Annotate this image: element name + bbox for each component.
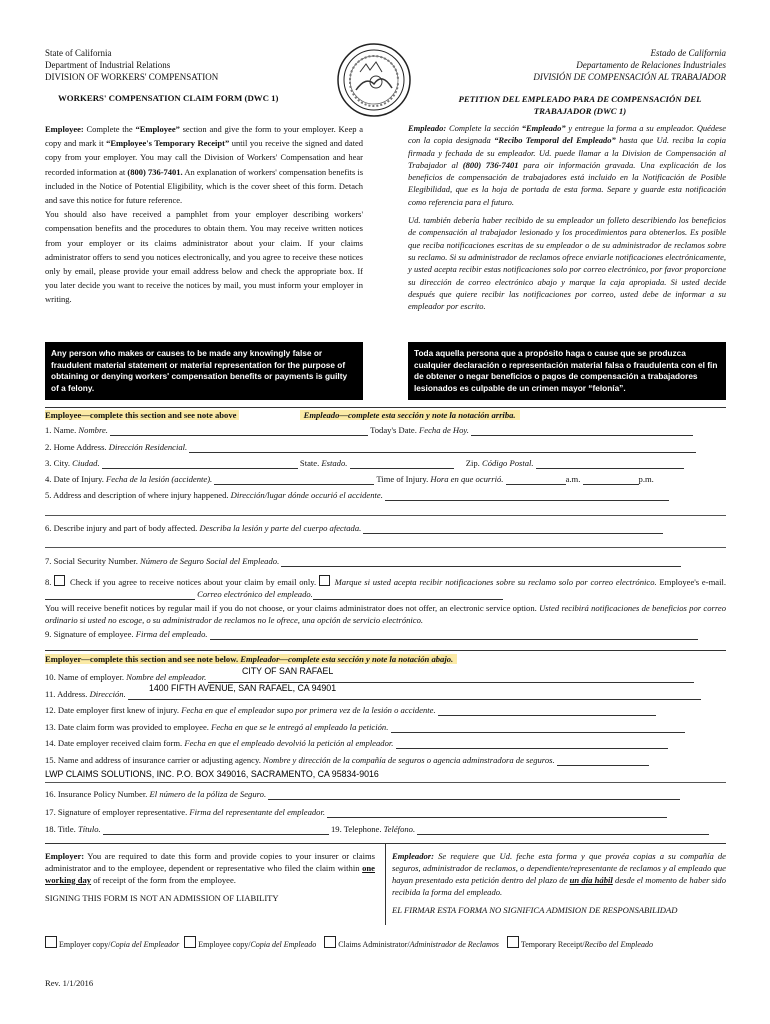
field-employer-address <box>45 689 725 700</box>
field-label: 16. Insurance Policy Number. <box>45 789 150 799</box>
field-label: 17. Signature of employer representative. <box>45 807 190 817</box>
field-label: Employee's e-mail. <box>656 577 727 587</box>
zip-input[interactable] <box>536 459 684 469</box>
header-left <box>45 47 218 83</box>
field-label-es: Fecha en que el empleador supo por primera vez de la lesión o accidente. <box>181 705 436 715</box>
intro-en-text: An explanation of workers' compensation benefits is included in the Notice of Potential Eligibility, which is the cover sheet of this form. Detach and save this notice for future reference. <box>45 166 364 206</box>
field-label: 15. Name and address of insurance carrier or adjusting agency. <box>45 755 264 765</box>
field-label: 13. Date claim form was provided to employee. <box>45 722 212 732</box>
field-label-es: Fecha de Hoy. <box>419 425 469 435</box>
section-divider <box>45 650 726 651</box>
section-divider <box>45 407 726 408</box>
employer-copy-checkbox[interactable] <box>45 936 57 948</box>
intro-es-text: para oir información gravada. Una explicación de los beneficios de compensación de trabajadores está incluido en la Notificación de Posible Elegibilidad, que es la hoja de portada de esta forma. Separe y guarde esta notificación como referencia para el futuro. <box>408 159 726 207</box>
field-label-es: Estado. <box>321 458 348 468</box>
field-title-phone <box>45 824 725 835</box>
telephone-input[interactable] <box>417 825 709 835</box>
pm-label: p.m. <box>638 474 654 484</box>
title-input[interactable] <box>103 825 329 835</box>
employer-heading-es: Empleador—complete esta sección y note la notación abajo. <box>240 654 454 664</box>
field-label: Time of Injury. <box>376 474 431 484</box>
department-label: Department of Industrial Relations <box>45 60 171 70</box>
injury-location-line2[interactable] <box>45 515 726 516</box>
intro-en-text: Complete the <box>83 124 136 134</box>
intro-en <box>45 122 363 307</box>
field-label-es: Nombre del empleador. <box>126 672 207 682</box>
am-label: a.m. <box>565 474 581 484</box>
field-date-received <box>45 738 725 749</box>
intro-es-text: Complete la sección <box>446 123 522 133</box>
field-label: Check if you agree to receive notices about your claim by email only. <box>67 577 319 587</box>
copy-label-es: Copia del Empleador <box>110 940 180 949</box>
ssn-input[interactable] <box>281 557 681 567</box>
injury-description-line2[interactable] <box>45 547 726 548</box>
field-label-es: Hora en que ocurrió. <box>430 474 504 484</box>
field-label: 3. City. <box>45 458 73 468</box>
field-label: 8. <box>45 577 55 587</box>
field-label-es: El número de la póliza de Seguro. <box>149 789 267 799</box>
division-label-es: DIVISIÓN DE COMPENSACIÓN AL TRABAJADOR <box>533 72 726 82</box>
division-label: DIVISION OF WORKERS' COMPENSATION <box>45 72 219 82</box>
liability-note-es: EL FIRMAR ESTA FORMA NO SIGNIFICA ADMISION DE RESPONSABILIDAD <box>392 905 678 915</box>
policy-number-input[interactable] <box>268 790 680 800</box>
name-input[interactable] <box>110 426 368 436</box>
field-label: 9. Signature of employee. <box>45 629 136 639</box>
field-insurance-carrier <box>45 755 725 766</box>
field-policy-number <box>45 789 725 800</box>
field-label-es: Fecha en que el empleado devolvió la petición al empleador. <box>184 738 394 748</box>
form-title-en: WORKERS' COMPENSATION CLAIM FORM (DWC 1) <box>58 93 279 103</box>
intro-en-receipt: “Employee's Temporary Receipt” <box>106 138 230 149</box>
date-received-input[interactable] <box>396 739 668 749</box>
revision-label: Rev. 1/1/2016 <box>45 978 94 988</box>
intro-es <box>408 122 726 312</box>
field-injury-datetime <box>45 474 725 485</box>
email-notice-text <box>45 603 726 626</box>
intro-es-receipt: “Recibo Temporal del Empleado” <box>494 135 616 146</box>
notice-en: You will receive benefit notices by regular mail if you do not choose, or your claims administrator does not offer, an electronic service option. <box>45 603 540 613</box>
field-label: 11. Address. <box>45 689 90 699</box>
note-emphasis-es: un día hábil <box>569 875 613 885</box>
intro-en-employee: “Employee” <box>135 124 180 134</box>
field-label: 19. Telephone. <box>330 824 384 834</box>
state-label-es: Estado de California <box>650 48 726 58</box>
note-text-es: Se requiere que Ud. feche esta forma y que provéa copias a su compañía de seguros, administrador de reclamos, o dependiente/representante de reclamos y al empleado que hayan presentado esta petición dentro del plazo de <box>392 851 726 885</box>
field-label: 2. Home Address. <box>45 442 109 452</box>
email-only-checkbox[interactable] <box>54 575 65 586</box>
field-label-es: Dirección Residencial. <box>108 442 188 452</box>
home-address-input[interactable] <box>189 443 696 453</box>
employee-email-input-es[interactable] <box>313 590 503 600</box>
intro-es-employee: “Empleado” <box>521 123 566 133</box>
footer-divider <box>385 843 386 925</box>
field-label-es: Código Postal. <box>481 458 534 468</box>
warning-es: Toda aquella persona que a propósito haga o cause que se produzca cualquier declaración o representación material falsa o fraudulenta con el fin de obtener o negar beneficios o pagos de compensación a trabajadores lesionados es culpable de un crimen mayor “felonía”. <box>408 342 726 400</box>
employer-heading-en: Employer—complete this section and see note below. <box>45 654 241 664</box>
field-label-es: Teléfono. <box>383 824 416 834</box>
field-home-address <box>45 442 725 453</box>
insurance-carrier-line2[interactable] <box>45 782 726 783</box>
state-seal-icon <box>336 42 412 118</box>
field-employer-name <box>45 672 725 683</box>
date-knew-input[interactable] <box>438 706 656 716</box>
copy-label-es: Administrador de Reclamos <box>409 940 499 949</box>
employee-copy-checkbox[interactable] <box>184 936 196 948</box>
note-text: You are required to date this form and provide copies to your insurer or claims administrator and to the employee, dependent or representative who filed the claim within <box>45 851 375 873</box>
header-right <box>533 47 726 83</box>
field-label: Today's Date. <box>370 425 420 435</box>
field-label: Zip. <box>465 458 482 468</box>
employer-address-value: 1400 FIFTH AVENUE, SAN RAFAEL, CA 94901 <box>149 683 337 693</box>
state-label: State of California <box>45 48 112 58</box>
employer-signature-input[interactable] <box>327 808 667 818</box>
copy-label: Claims Administrator/ <box>338 940 410 949</box>
field-city-state-zip <box>45 458 725 469</box>
note-label-es: Empleador: <box>392 851 435 861</box>
form-title-es: PETITION DEL EMPLEADO PARA DE COMPENSACIÓN DEL TRABAJADOR (DWC 1) <box>458 94 702 116</box>
liability-note-en: SIGNING THIS FORM IS NOT AN ADMISSION OF LIABILITY <box>45 893 279 903</box>
intro-en-p2: You should also have received a pamphlet from your employer describing workers' compensation benefits and the procedures to obtain them. You may receive written notices from your employer or its claims administrator about your claim. If your claims administrator offers to send you notices electronically, and you agree to receive these notices only by email, please provide your email address below and check the appropriate box. If you later decide you want to receive the notices by mail, you must inform your employer in writing. <box>45 209 363 305</box>
field-label-es: Firma del representante del empleador. <box>189 807 326 817</box>
field-date-knew <box>45 705 725 716</box>
note-text: of receipt of the form from the employee. <box>91 875 236 885</box>
warning-en: Any person who makes or causes to be made any knowingly false or fraudulent material statement or material representation for the purpose of obtaining or denying workers' compensation benefits or payments is guilty of a felony. <box>45 342 363 400</box>
notice-es: Usted recibirá notificaciones de beneficios por correo ordinario si usted no escoge, o su administrador de reclamos no le ofrece, una opción de servicio electrónico. <box>45 603 726 625</box>
copy-label: Temporary Receipt/ <box>520 940 585 949</box>
field-label: 10. Name of employer. <box>45 672 127 682</box>
field-label-es: Nombre. <box>78 425 108 435</box>
injury-date-input[interactable] <box>214 475 374 485</box>
employee-signature-input[interactable] <box>210 630 698 640</box>
intro-es-phone: (800) 736-7401 <box>462 159 519 170</box>
injury-time-am-input[interactable] <box>506 475 566 485</box>
employee-email-input[interactable] <box>45 590 195 600</box>
employer-name-value: CITY OF SAN RAFAEL <box>242 666 334 676</box>
field-email-consent <box>45 575 726 600</box>
note-emphasis: one working day <box>45 863 375 885</box>
field-name <box>45 425 725 436</box>
field-label: 4. Date of Injury. <box>45 474 107 484</box>
field-label: 12. Date employer first knew of injury. <box>45 705 182 715</box>
field-injury-location <box>45 490 725 501</box>
copy-distribution <box>45 936 727 950</box>
copy-label-es: Recibo del Empleado <box>584 940 653 949</box>
insurance-carrier-value: LWP CLAIMS SOLUTIONS, INC. P.O. BOX 349016, SACRAMENTO, CA 95834-9016 <box>45 769 379 779</box>
field-label: 1. Name. <box>45 425 79 435</box>
field-label-es: Número de Seguro Social del Empleado. <box>140 556 280 566</box>
field-employee-signature <box>45 629 725 640</box>
field-label-es: Correo electrónico del empleado. <box>197 589 313 599</box>
department-label-es: Departamento de Relaciones Industriales <box>576 60 726 70</box>
claims-admin-copy-checkbox[interactable] <box>324 936 336 948</box>
injury-time-pm-input[interactable] <box>583 475 639 485</box>
field-label-es: Dirección. <box>89 689 126 699</box>
field-date-provided <box>45 722 725 733</box>
intro-es-text: y entregue la forma a su empleador. Quédese con la copia designada <box>408 123 726 146</box>
employer-note-es <box>392 850 726 898</box>
field-label-es: Firma del empleado. <box>135 629 208 639</box>
intro-es-text: hasta que Ud. reciba la copia firmada y fechada de su empleador. Ud. puede llamar a la Division de Compensación al Trabajador al <box>408 135 726 170</box>
field-label-es: Nombre y dirección de la compañía de seguros o agencia adminstradora de seguros. <box>263 755 555 765</box>
field-label: 5. Address and description of where injury happened. <box>45 490 231 500</box>
note-label: Employer: <box>45 851 85 861</box>
email-only-checkbox-es[interactable] <box>319 575 330 586</box>
field-label: State. <box>299 458 322 468</box>
injury-description-input[interactable] <box>363 524 663 534</box>
intro-en-text: until you receive the signed and dated copy from your employer. You may call the Division of Workers' Compensation and hear recorded information at <box>45 138 364 177</box>
injury-location-input[interactable] <box>385 491 669 501</box>
field-label: 6. Describe injury and part of body affected. <box>45 523 200 533</box>
field-label-es: Describa la lesión y parte del cuerpo afectada. <box>199 523 362 533</box>
field-label-es: Fecha en que se le entregó al empleado la petición. <box>211 722 389 732</box>
employer-section-heading <box>45 654 457 665</box>
employee-heading-en: Employee—complete this section and see note above <box>45 410 239 420</box>
employee-section-heading <box>45 410 520 421</box>
intro-en-label: Employee: <box>45 124 84 134</box>
employee-heading-es: Empleado—complete esta sección y note la notación arriba. <box>300 410 520 420</box>
intro-en-phone: (800) 736-7401. <box>127 166 183 177</box>
employer-note-en <box>45 850 375 886</box>
state-input[interactable] <box>350 459 454 469</box>
field-label-es: Marque si usted acepta recibir notificaciones sobre su reclamo solo por correo electrónico. <box>331 577 657 587</box>
field-injury-description <box>45 523 725 534</box>
field-label-es: Dirección/lugar dónde occurió el accidente. <box>230 490 383 500</box>
field-ssn <box>45 556 725 567</box>
todays-date-input[interactable] <box>471 426 693 436</box>
field-label-es: Ciudad. <box>72 458 100 468</box>
temporary-receipt-checkbox[interactable] <box>507 936 519 948</box>
date-provided-input[interactable] <box>391 723 685 733</box>
copy-label: Employer copy/ <box>59 940 111 949</box>
intro-es-p2: Ud. también debería haber recibido de su empleador un folleto describiendo los beneficios de compensación al trabajador lesionado y los procedimientos para obtenerlos. Es posible que reciba notificaciones escritas de su empleador o de su administrador de reclamos sobre su reclamo. Si su administrador de reclamos ofrece enviarle notificaciones electrónicamente, y usted acepta recibir estas notificaciones solo por correo electrónico, por favor proporcione su dirección de correo electrónico abajo y marque la caja apropiada. Si usted decide después que quiere recibir las notificaciones por correo, usted debe de informar a su empleador por escrito. <box>408 215 726 312</box>
field-label-es: Fecha de la lesión (accidente). <box>106 474 213 484</box>
field-label: 14. Date employer received claim form. <box>45 738 185 748</box>
insurance-carrier-input[interactable] <box>557 756 649 766</box>
city-input[interactable] <box>102 459 298 469</box>
intro-en-text: section and give the form to your employer. Keep a copy and mark it <box>45 124 364 149</box>
copy-label-es: Copia del Empleado <box>250 940 317 949</box>
field-label: 18. Title. <box>45 824 78 834</box>
field-employer-signature <box>45 807 725 818</box>
note-text-es: desde el momento de haber sido recibida la forma del empleado. <box>392 875 726 897</box>
field-label-es: Título. <box>77 824 101 834</box>
intro-es-label: Empleado: <box>408 123 447 133</box>
field-label: 7. Social Security Number. <box>45 556 140 566</box>
copy-label: Employee copy/ <box>198 940 251 949</box>
